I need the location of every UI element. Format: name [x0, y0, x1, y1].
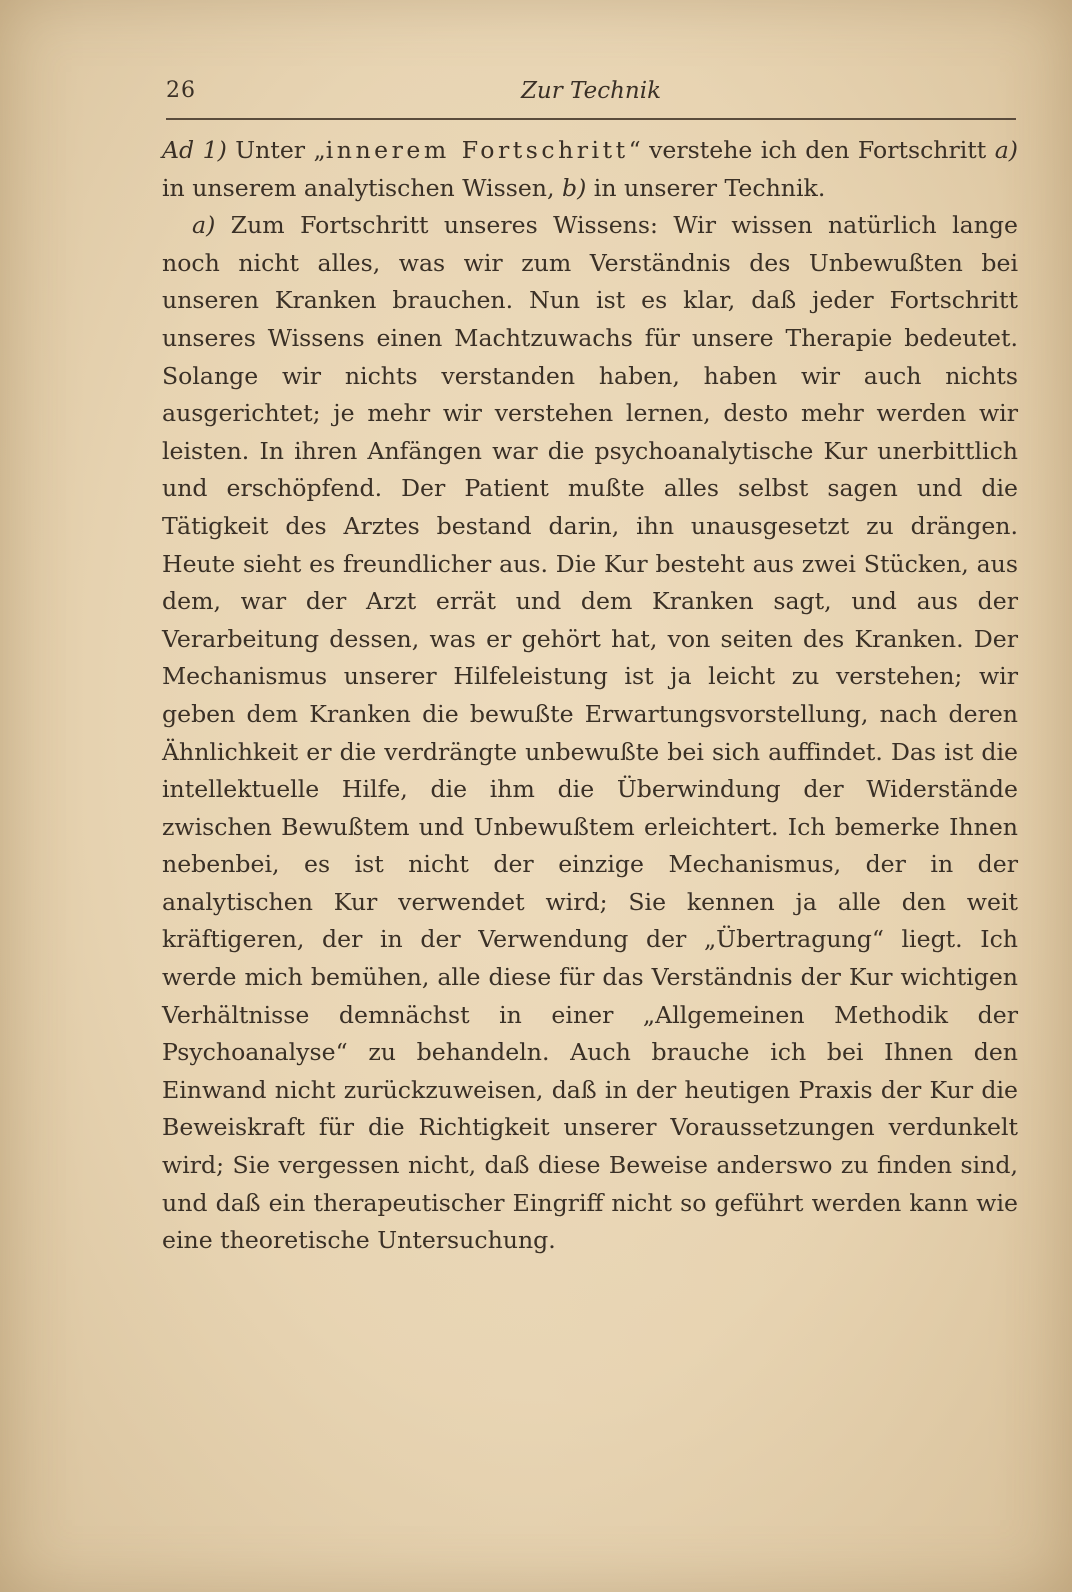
text-segment: “ verstehe ich den Fortschritt [628, 136, 995, 164]
header-rule [166, 118, 1016, 120]
body-text [162, 132, 1018, 1260]
item-label-b: b) [561, 173, 587, 202]
text-segment: Unter „ [226, 136, 326, 164]
text-segment: in unserem analytischen Wissen, [162, 173, 562, 202]
section-label: Ad 1) [162, 136, 227, 164]
text-segment: in unserer Technik. [586, 173, 826, 202]
item-label-a: a) [994, 136, 1018, 164]
emphasized-term: innerem Fortschritt [325, 136, 629, 164]
paragraph-2 [162, 207, 1018, 1260]
paragraph-1 [162, 132, 1018, 207]
running-title: Zur Technik [520, 78, 662, 104]
page-number: 26 [166, 78, 196, 103]
item-label-a: a) [192, 211, 216, 240]
running-header [166, 78, 1016, 114]
paragraph-text: Zum Fortschritt unseres Wissens: Wir wissen natürlich lange noch nicht alles, was wir zum Verständnis des Unbewußten bei unseren Kranken brauchen. Nun ist es klar, daß jeder Fortschritt unseres Wissens einen Machtzuwachs für unsere Therapie bedeutet. Solange wir nichts verstanden haben, haben wir auch nichts ausgerichtet; je mehr wir verstehen lernen, desto mehr werden wir leisten. In ihren Anfängen war die psychoanalytische Kur unerbittlich und erschöpfend. Der Patient mußte alles selbst sagen und die Tätigkeit des Arztes bestand darin, ihn unausgesetzt zu drängen. Heute sieht es freundlicher aus. Die Kur besteht aus zwei Stücken, aus dem, war der Arzt errät und dem Kranken sagt, und aus der Verarbeitung dessen, was er gehört hat, von seiten des Kranken. Der Mechanismus unserer Hilfeleistung ist ja leicht zu verstehen; wir geben dem Kranken die bewußte Erwartungsvorstellung, nach deren Ähnlichkeit er die verdrängte unbewußte bei sich auffindet. Das ist die intellektuelle Hilfe, die ihm die Überwindung der Widerstände zwischen Bewußtem und Unbewußtem erleichtert. Ich bemerke Ihnen nebenbei, es ist nicht der einzige Mechanismus, der in der analytischen Kur verwendet wird; Sie kennen ja alle den weit kräftigeren, der in der Verwendung der „Übertragung“ liegt. Ich werde mich bemühen, alle diese für das Verständnis der Kur wichtigen Verhältnisse demnächst in einer „Allgemeinen Methodik der Psychoanalyse“ zu behandeln. Auch brauche ich bei Ihnen den Einwand nicht zurückzuweisen, daß in der heutigen Praxis der Kur die Beweiskraft für die Richtigkeit unserer Voraussetzungen verdunkelt wird; Sie vergessen nicht, daß diese Beweise anderswo zu finden sind, und daß ein therapeutischer Eingriff nicht so geführt werden kann wie eine theoretische Untersuchung. [162, 211, 1018, 1255]
